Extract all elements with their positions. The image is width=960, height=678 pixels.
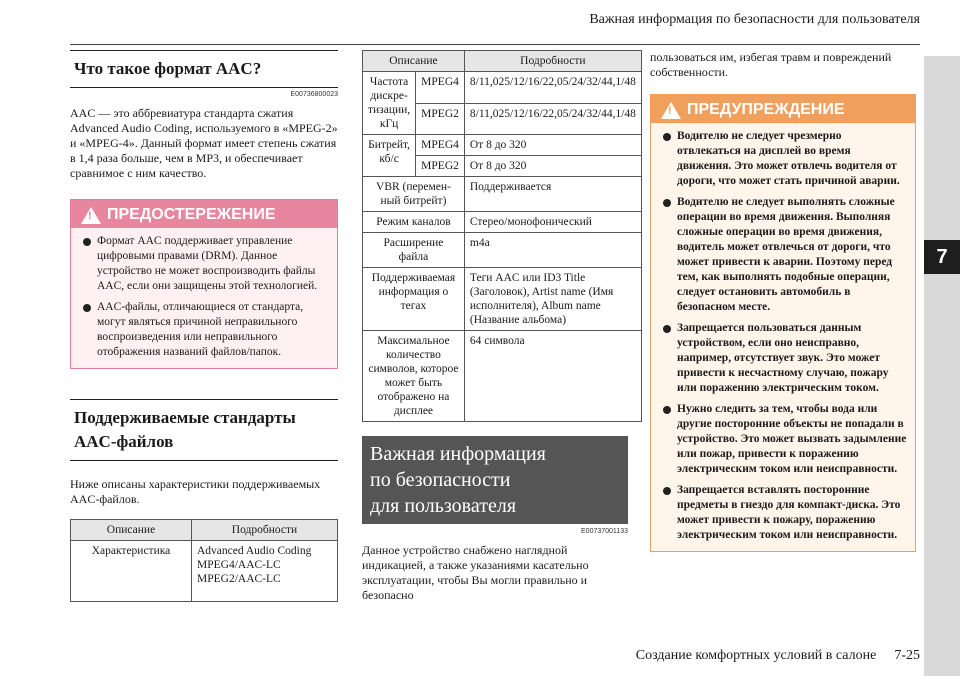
- aac-section-title: Что такое формат AAC?: [74, 59, 262, 78]
- page-header-title: Важная информация по безопасности для пользователя: [589, 12, 920, 27]
- table-row: [71, 541, 338, 602]
- detail-line: MPEG2/AAC-LC: [197, 573, 281, 585]
- table-row: [363, 212, 642, 233]
- aac-section-code: E00736800023: [290, 91, 338, 98]
- standards-title-line2: AAC-файлов: [74, 432, 174, 451]
- table-cell: Режим каналов: [363, 212, 465, 233]
- header-divider: [70, 44, 920, 45]
- table-cell: [192, 541, 338, 602]
- warning-header: [651, 95, 915, 123]
- table-cell: 8/11,025/12/16/22,05/24/32/44,1/48: [464, 72, 641, 104]
- table-cell: Поддерживаемая информация о тегах: [363, 268, 465, 331]
- table-cell: Стерео/монофонический: [464, 212, 641, 233]
- caution-label: ПРЕДОСТЕРЕЖЕНИЕ: [107, 206, 276, 223]
- table-header: Описание: [71, 520, 192, 541]
- table-cell: От 8 до 320: [464, 135, 641, 156]
- safety-section-code: E00737001133: [581, 528, 628, 535]
- table-row: [363, 268, 642, 331]
- caution-box: [70, 199, 338, 369]
- table-header: Подробности: [464, 51, 641, 72]
- table-cell: 8/11,025/12/16/22,05/24/32/44,1/48: [464, 103, 641, 135]
- table-row: [363, 135, 642, 156]
- warning-item: Запрещается вставлять посторонние предметы в гнездо для компакт-диска. Это может привести к пожару, поражению электрическим током или неисправности.: [661, 483, 907, 543]
- standards-paragraph: Ниже описаны характеристики поддерживаемых AAC-файлов.: [70, 477, 321, 506]
- table-cell: MPEG2: [416, 156, 465, 177]
- table-cell: От 8 до 320: [464, 156, 641, 177]
- warning-box: [650, 94, 916, 552]
- safety-title-line: Важная информация: [370, 443, 546, 465]
- safety-paragraph: Данное устройство снабжено наглядной индикацией, а также указаниями касательно эксплуатации, чтобы Вы могли правильно и безопасно: [362, 543, 589, 602]
- table-cell: Частота дискре-тизации, кГц: [363, 72, 416, 135]
- table-row: [363, 233, 642, 268]
- table-cell: MPEG2: [416, 103, 465, 135]
- caution-item: AAC-файлы, отличающиеся от стандарта, могут являться причиной неправильного воспроизведения или неправильного отображения названий файлов/папок.: [81, 300, 329, 360]
- chapter-number: 7: [924, 240, 960, 274]
- table-cell: MPEG4: [416, 135, 465, 156]
- page-footer: [636, 648, 920, 664]
- caution-triangle-icon: !: [81, 207, 101, 224]
- page-number: 7-25: [894, 648, 920, 663]
- aac-spec-table: [362, 50, 642, 422]
- caution-item: Формат AAC поддерживает управление цифровыми правами (DRM). Данное устройство не может воспроизводить файлы AAC, если они защищены этой технологией.: [81, 234, 329, 294]
- table-cell: MPEG4: [416, 72, 465, 104]
- column-middle: [362, 50, 636, 603]
- aac-small-table: [70, 519, 338, 602]
- table-cell: Расширение файла: [363, 233, 465, 268]
- footer-section: Создание комфортных условий в салоне: [635, 648, 877, 663]
- warning-item: Нужно следить за тем, чтобы вода или другие посторонние объекты не попадали в устройство. Это может вызвать задымление или пожар, привести к поражению электрическим током или неисправности.: [661, 402, 907, 477]
- caution-list: [81, 234, 329, 360]
- warning-triangle-icon: !: [661, 102, 681, 119]
- safety-section-title: [362, 436, 628, 524]
- table-header: Описание: [363, 51, 465, 72]
- standards-title-line1: Поддерживаемые стандарты: [74, 408, 296, 427]
- warning-item: Запрещается пользоваться данным устройством, если оно неисправно, например, отсутствует звук. Это может привести к несчастному случаю, пожару или поражению электрическим током.: [661, 321, 907, 396]
- detail-line: Advanced Audio Coding: [197, 545, 312, 557]
- column-left: [70, 50, 338, 602]
- table-row: [363, 72, 642, 104]
- table-cell: Характеристика: [71, 541, 192, 602]
- warning-list: [661, 129, 907, 543]
- caution-header: [71, 200, 337, 228]
- warning-item: Водителю не следует выполнять сложные операции во время движения. Выполняя сложные операции во время движения, водитель может отвлечься от дороги, что может привести к аварии. Поэтому перед тем, как выполнять подобные операции, следует остановить автомобиль в безопасном месте.: [661, 195, 907, 315]
- aac-paragraph: AAC — это аббревиатура стандарта сжатия Advanced Audio Coding, используемого в «MPEG-2» и «MPEG-4». Данный формат имеет степень сжатия в 1,4 раза больше, чем в MP3, и обеспечивает сравнимое с ним качество.: [70, 106, 338, 180]
- safety-paragraph-continued: пользоваться им, избегая травм и повреждений собственности.: [650, 50, 892, 79]
- table-cell: Теги AAC или ID3 Title (Заголовок), Artist name (Имя исполнителя), Album name (Название альбома): [464, 268, 641, 331]
- warning-item: Водителю не следует чрезмерно отвлекаться на дисплей во время движения. Это может отвлечь водителя от дороги, что может стать причиной аварии.: [661, 129, 907, 189]
- table-cell: 64 символа: [464, 331, 641, 422]
- table-cell: m4a: [464, 233, 641, 268]
- safety-title-line: для пользователя: [370, 495, 517, 517]
- table-cell: Битрейт, кб/с: [363, 135, 416, 177]
- table-row: [363, 177, 642, 212]
- table-cell: VBR (перемен-ный битрейт): [363, 177, 465, 212]
- detail-line: MPEG4/AAC-LC: [197, 559, 281, 571]
- table-header: Подробности: [192, 520, 338, 541]
- table-row: [363, 331, 642, 422]
- table-cell: Поддерживается: [464, 177, 641, 212]
- chapter-side-tab: [924, 56, 960, 676]
- safety-title-line: по безопасности: [370, 469, 511, 491]
- table-cell: Максимальное количество символов, которое может быть отображено на дисплее: [363, 331, 465, 422]
- warning-label: ПРЕДУПРЕЖДЕНИЕ: [687, 101, 845, 118]
- column-right: [650, 50, 916, 552]
